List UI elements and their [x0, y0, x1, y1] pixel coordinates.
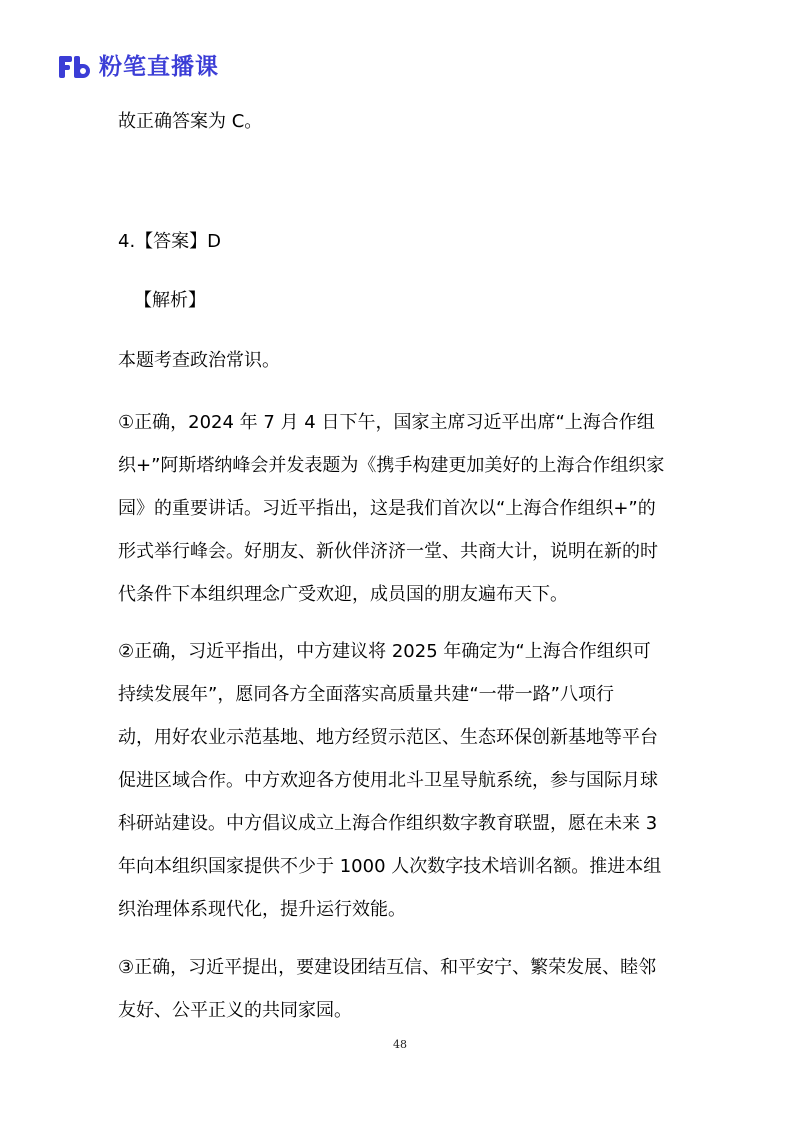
paragraph-line: ②正确，习近平指出，中方建议将 2025 年确定为“上海合作组织可 [118, 641, 651, 662]
conclusion-text: 故正确答案为 C。 [118, 111, 263, 132]
analysis-heading: 【解析】 [134, 290, 206, 311]
topic-text: 本题考查政治常识。 [118, 350, 280, 371]
header [57, 54, 219, 80]
paragraph-line: 织治理体系现代化，提升运行效能。 [118, 899, 406, 920]
paragraph-line: 园》的重要讲话。习近平指出，这是我们首次以“上海合作组织+”的 [118, 498, 656, 519]
paragraph-line: ③正确，习近平提出，要建设团结互信、和平安宁、繁荣发展、睦邻 [118, 957, 657, 978]
paragraph-line: 年向本组织国家提供不少于 1000 人次数字技术培训名额。推进本组 [118, 856, 662, 877]
paragraph-line: 科研站建设。中方倡议成立上海合作组织数字教育联盟，愿在未来 3 [118, 813, 658, 834]
paragraph-line: 持续发展年”，愿同各方全面落实高质量共建“一带一路”八项行 [118, 684, 614, 705]
page-number: 48 [393, 1038, 407, 1051]
fb-logo-icon [57, 54, 91, 80]
paragraph-line: 代条件下本组织理念广受欢迎，成员国的朋友遍布天下。 [118, 584, 568, 605]
paragraph-line: 形式举行峰会。好朋友、新伙伴济济一堂、共商大计，说明在新的时 [118, 541, 658, 562]
paragraph-line: 动，用好农业示范基地、地方经贸示范区、生态环保创新基地等平台 [118, 727, 658, 748]
paragraph-line: 织+”阿斯塔纳峰会并发表题为《携手构建更加美好的上海合作组织家 [118, 455, 665, 476]
brand-name: 粉笔直播课 [99, 54, 219, 80]
paragraph-line: ①正确，2024 年 7 月 4 日下午，国家主席习近平出席“上海合作组 [118, 412, 655, 433]
answer-heading: 4.【答案】D [118, 231, 222, 252]
paragraph-line: 促进区域合作。中方欢迎各方使用北斗卫星导航系统，参与国际月球 [118, 770, 658, 791]
paragraph-line: 友好、公平正义的共同家园。 [118, 1000, 352, 1021]
